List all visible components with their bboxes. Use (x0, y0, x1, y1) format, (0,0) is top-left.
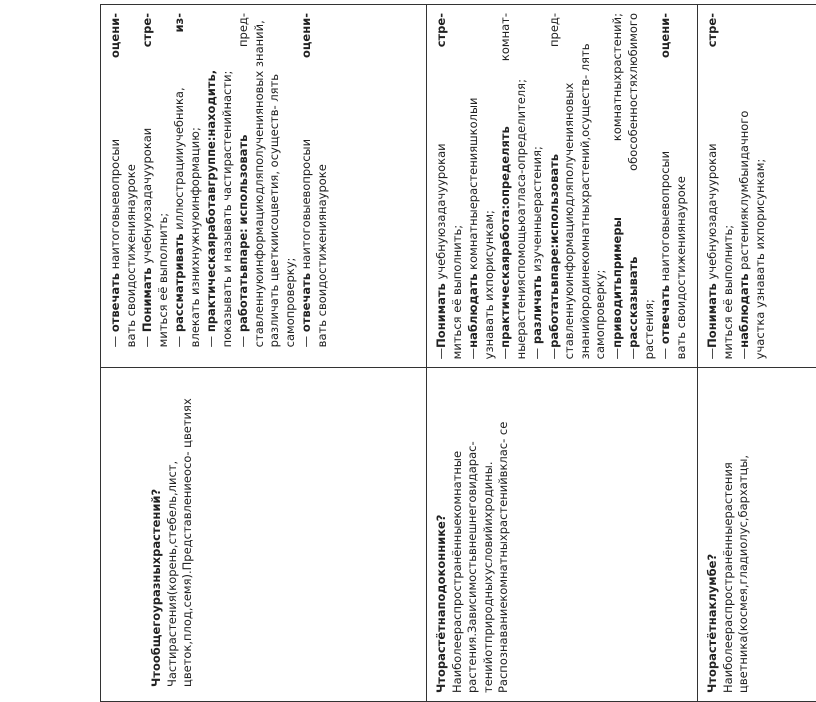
activity-item: — рассматривать иллюстрацииучебника, из- влекать изнихнужнуюинформацию; (172, 13, 202, 348)
activity-item: —Понимать учебнуюзадачуурокаи стре- миться её выполнить; (705, 13, 735, 360)
activity-item: —наблюдать растенияклумбыидачного участка узнавать ихпорисункам; (737, 110, 767, 360)
activity-item: —работатьвпаре:использовать пред- ставленнуюинформациюдляполученияновых знанийородинекомнатныхрастений,осуществ- лять самопроверку; (546, 13, 607, 360)
topic-cell (101, 368, 427, 702)
topic-title: Чторастётнаподоконнике? (434, 514, 448, 693)
curriculum-table (100, 4, 816, 702)
activity-item: —наблюдать комнатныерастенияшколыи узнавать ихпорисункам; (466, 97, 496, 360)
topic-body: Наиболеераспространённыерастения цветника(космея,гладиолус,бархатцы, (720, 454, 750, 693)
topic-cell (698, 368, 816, 702)
activity-item: — отвечать наитоговыевопросыи оцени- вать своидостижениянауроке (299, 13, 329, 348)
activity-item: —приводитьпримеры комнатныхрастений; (609, 13, 624, 360)
table-row (427, 5, 698, 702)
activity-item: —рассказывать обособенностяхлюбимого растения; (626, 13, 656, 360)
activity-item: — Понимать учебнуюзадачуурокаи стре- миться её выполнить; (140, 13, 170, 348)
activities-cell (698, 5, 816, 368)
table-row (698, 5, 816, 702)
activity-item: —Понимать учебнуюзадачуурокаи стре- миться её выполнить; (434, 13, 464, 360)
activities-cell (427, 5, 698, 368)
topic-title: Чтообщегоуразныхрастений? (149, 488, 163, 687)
activity-item: — практическаяработавгруппе:находить, показывать и называть частирастенийнасти; (204, 69, 234, 348)
activity-item: — отвечать наитоговыевопросыи оцени- вать своидостижениянауроке (108, 13, 138, 348)
activity-item: — различать изученныерастения; (530, 146, 544, 360)
activity-item: — работатьвпаре: использовать пред- ставленнуюинформациюдляполученияновых знаний, различать цветкиисоцветия, осуществ- лять самопроверку; (236, 13, 297, 348)
topic-body: Наиболеераспространённыекомнатные растения.Зависимостьвнешнеговидарас- тенийотприродныхусловийихродины. Распознаваниекомнатныхрастенийвклас- се (449, 421, 510, 693)
activity-item: — отвечать наитоговыевопросыи оцени- вать своидостижениянауроке (658, 13, 688, 360)
topic-cell (427, 368, 698, 702)
topic-body: Частирастения(корень,стебель,лист, цветок,плод,семя).Представлениеосо- цветиях (164, 398, 194, 687)
topic-title: Чторастётнаклумбе? (705, 553, 719, 693)
table-row (101, 5, 427, 702)
activity-item: —практическаяработа:определять комнат- ныерастенияспомощьюатласа-определителя; (498, 13, 528, 360)
activities-cell (101, 5, 427, 368)
